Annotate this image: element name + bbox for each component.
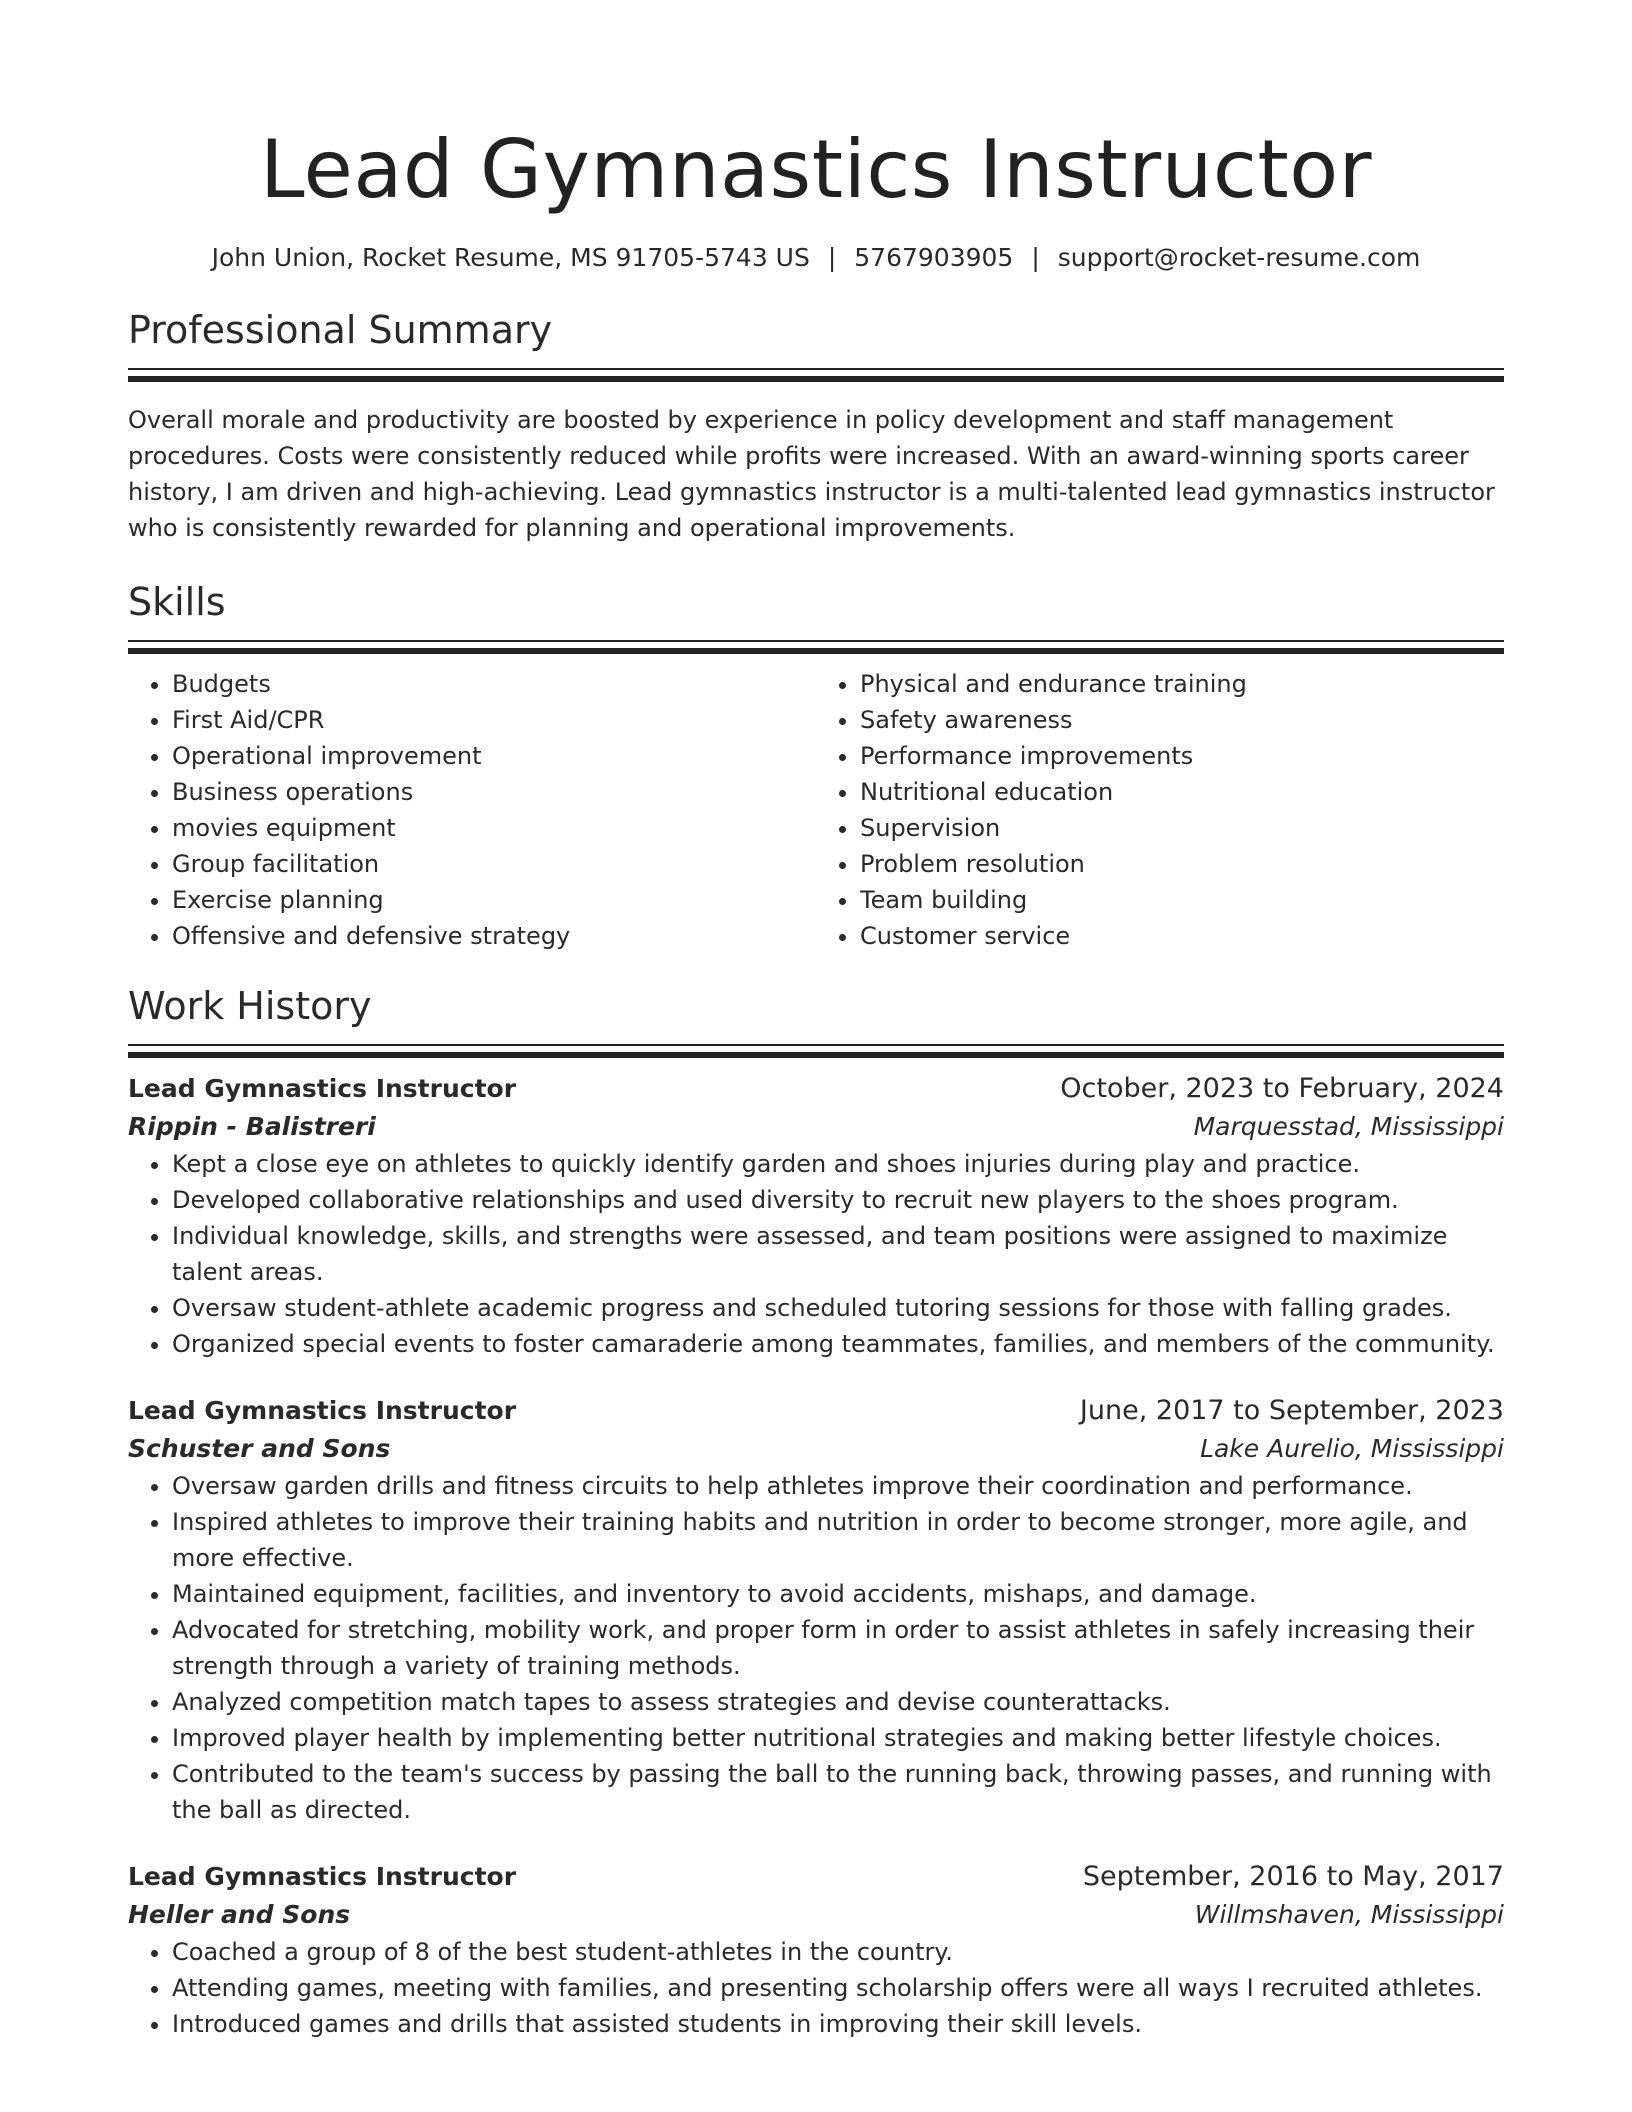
job-entry [128,1858,1504,2042]
contact-separator: | [1031,243,1040,272]
skill-item: • Problem resolution [860,846,1504,882]
skill-item: • First Aid/CPR [172,702,816,738]
skill-item: • Customer service [860,918,1504,954]
job-dates: September, 2016 to May, 2017 [1082,1861,1504,1892]
job-bullet: • Contributed to the team's success by passing the ball to the running back, throwing passes, and running with the ball as directed. [172,1756,1504,1828]
job-subheader [128,1896,1504,1934]
job-bullet: • Improved player health by implementing better nutritional strategies and making better lifestyle choices. [172,1720,1504,1756]
job-bullet: • Maintained equipment, facilities, and inventory to avoid accidents, mishaps, and damage. [172,1576,1504,1612]
skill-item: • Group facilitation [172,846,816,882]
job-title: Lead Gymnastics Instructor [128,1396,517,1425]
job-bullet: • Individual knowledge, skills, and strengths were assessed, and team positions were assigned to maximize talent areas. [172,1218,1504,1290]
job-bullet: • Kept a close eye on athletes to quickly identify garden and shoes injuries during play and practice. [172,1146,1504,1182]
job-header [128,1858,1504,1896]
job-company: Heller and Sons [128,1900,351,1929]
job-list [128,1070,1504,2042]
job-entry [128,1070,1504,1362]
job-bullet: • Organized special events to foster camaraderie among teammates, families, and members of the community. [172,1326,1504,1362]
contact-line [128,240,1504,276]
job-bullet: • Coached a group of 8 of the best student-athletes in the country. [172,1934,1504,1970]
contact-separator: | [827,243,837,272]
job-bullet-list [128,1934,1504,2042]
skill-item: • Budgets [172,666,816,702]
skill-item: • Safety awareness [860,702,1504,738]
job-title: Lead Gymnastics Instructor [128,1862,517,1891]
job-entry [128,1392,1504,1828]
resume-title: Lead Gymnastics Instructor [259,123,1373,216]
job-dates: October, 2023 to February, 2024 [1060,1073,1504,1104]
section-divider [128,1044,1504,1058]
job-bullet-list [128,1468,1504,1828]
contact-phone: 5767903905 [854,243,1014,272]
skill-item: • Business operations [172,774,816,810]
skill-item: • Physical and endurance training [860,666,1504,702]
skill-item: • Operational improvement [172,738,816,774]
skills-list-left [128,666,816,954]
skills-columns [128,666,1504,954]
job-bullet: • Oversaw garden drills and fitness circuits to help athletes improve their coordination and performance. [172,1468,1504,1504]
section-divider [128,640,1504,654]
job-subheader [128,1430,1504,1468]
job-bullet: • Introduced games and drills that assisted students in improving their skill levels. [172,2006,1504,2042]
skills-list-right [816,666,1504,954]
job-location: Marquesstad, Mississippi [1193,1112,1504,1141]
job-bullet-list [128,1146,1504,1362]
job-location: Willmshaven, Mississippi [1194,1900,1504,1929]
skill-item: • Performance improvements [860,738,1504,774]
skill-item: • Offensive and defensive strategy [172,918,816,954]
job-dates: June, 2017 to September, 2023 [1079,1395,1504,1426]
job-bullet: • Attending games, meeting with families, and presenting scholarship offers were all ways I recruited athletes. [172,1970,1504,2006]
job-bullet: • Oversaw student-athlete academic progress and scheduled tutoring sessions for those with falling grades. [172,1290,1504,1326]
skill-item: • Nutritional education [860,774,1504,810]
skills-section [128,578,1504,954]
job-company: Rippin - Balistreri [128,1112,376,1141]
job-location: Lake Aurelio, Mississippi [1200,1434,1504,1463]
skill-item: • movies equipment [172,810,816,846]
skill-item: • Exercise planning [172,882,816,918]
section-divider [128,368,1504,382]
work-section [128,982,1504,2042]
job-bullet: • Developed collaborative relationships and used diversity to recruit new players to the shoes program. [172,1182,1504,1218]
skill-item: • Team building [860,882,1504,918]
job-bullet: • Analyzed competition match tapes to assess strategies and devise counterattacks. [172,1684,1504,1720]
skill-item: • Supervision [860,810,1504,846]
section-heading-work: Work History [128,984,372,1028]
job-company: Schuster and Sons [128,1434,391,1463]
summary-section [128,306,1504,546]
job-bullet: • Advocated for stretching, mobility work, and proper form in order to assist athletes in safely increasing their strength through a variety of training methods. [172,1612,1504,1684]
section-heading-summary: Professional Summary [128,308,553,352]
job-subheader [128,1108,1504,1146]
contact-email: support@rocket-resume.com [1057,243,1421,272]
section-heading-skills: Skills [128,580,226,624]
job-bullet: • Inspired athletes to improve their training habits and nutrition in order to become stronger, more agile, and more effective. [172,1504,1504,1576]
contact-address: John Union, Rocket Resume, MS 91705-5743 US [211,243,810,272]
summary-text: Overall morale and productivity are boosted by experience in policy development and staff management procedures. Costs were consistently reduced while profits were increased. With an award-winning sports career history, I am driven and high-achieving. Lead gymnastics instructor is a multi-talented lead gymnastics instructor who is consistently rewarded for planning and operational improvements. [128,406,1495,542]
job-header [128,1392,1504,1430]
job-title: Lead Gymnastics Instructor [128,1074,517,1103]
job-header [128,1070,1504,1108]
